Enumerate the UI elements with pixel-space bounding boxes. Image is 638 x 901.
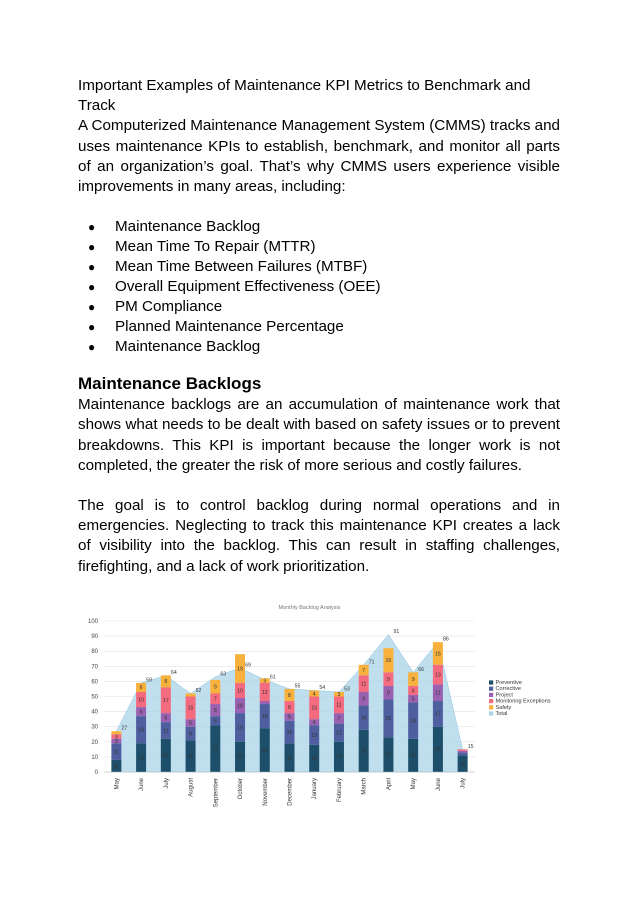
data-label: 29 [261, 747, 268, 754]
total-label: 61 [269, 674, 276, 681]
data-label: 22 [410, 753, 417, 760]
legend-swatch [489, 699, 493, 703]
section-paragraph-1: Maintenance backlogs are an accumulation of maintenance work that shows what needs to be dealt with based on safety issues or to prevent breakdowns. This KPI is important because the longer work is not completed, the greater the risk of more serious and costly failures. [78, 396, 560, 474]
data-label: 22 [162, 753, 169, 760]
total-label: 86 [443, 636, 449, 643]
y-tick-label: 10 [91, 754, 98, 761]
data-label: 13 [435, 672, 441, 679]
legend-entry: Preventive [495, 680, 522, 686]
data-label: 4 [312, 719, 316, 726]
data-label: 9 [411, 676, 415, 683]
data-label: 18 [138, 727, 144, 734]
list-item: ● Maintenance Backlog [82, 337, 560, 357]
data-label: 16 [385, 658, 392, 665]
y-tick-label: 0 [94, 770, 98, 776]
data-label: 11 [113, 749, 120, 756]
data-label: 23 [385, 752, 392, 759]
total-label: 55 [294, 683, 301, 690]
data-label: 11 [361, 681, 367, 688]
legend-swatch [489, 687, 493, 691]
data-label: 11 [336, 702, 342, 709]
list-item: ● Maintenance Backlog [82, 217, 560, 237]
chart-title: Monthly Backlog Analysis [278, 605, 341, 611]
data-label: 13 [311, 732, 318, 739]
legend-swatch [489, 693, 493, 697]
x-tick-label: January [312, 778, 319, 800]
total-label: 66 [418, 666, 425, 673]
section-paragraph-2: The goal is to control backlog during normal operations and in emergencies. Neglecting to track this maintenance KPI creates a lack of visibility into the backlog. This can result in staffing challenges, firefighting, and a lack of work prioritization. [78, 497, 560, 575]
data-label: 9 [386, 676, 390, 683]
total-label: 69 [245, 662, 251, 669]
data-label: 17 [162, 698, 169, 705]
data-label: 25 [385, 716, 392, 723]
legend-swatch [489, 711, 493, 715]
data-label: 6 [139, 709, 143, 716]
total-label: 53 [344, 686, 350, 693]
backlog-chart [78, 600, 568, 825]
legend-entry: Project [495, 692, 513, 699]
bullet-icon: ● [88, 280, 96, 295]
data-label: 6 [411, 688, 415, 695]
data-label: 20 [336, 754, 342, 761]
data-label: 8 [114, 763, 118, 770]
data-label: 19 [237, 725, 243, 732]
data-label: 8 [164, 679, 168, 686]
x-tick-label: March [361, 778, 368, 795]
data-label: 8 [288, 704, 291, 711]
legend-swatch [489, 705, 493, 709]
text-body [78, 76, 560, 577]
data-label: 3 [114, 738, 118, 745]
y-tick-label: 20 [91, 739, 98, 746]
bullet-icon: ● [88, 260, 96, 275]
data-label: 19 [138, 755, 144, 762]
data-label: 10 [237, 703, 243, 710]
data-label: 6 [164, 715, 168, 722]
data-label: 11 [163, 728, 169, 735]
y-tick-label: 60 [91, 679, 98, 686]
data-label: 5 [411, 696, 415, 703]
data-label: 6 [139, 685, 143, 692]
total-label: 91 [393, 629, 400, 636]
data-label: 12 [336, 730, 342, 737]
data-label: 10 [138, 697, 144, 704]
x-tick-label: December [287, 778, 294, 806]
x-tick-label: May [114, 778, 121, 790]
data-label: 7 [337, 716, 341, 723]
total-label: 63 [220, 671, 227, 678]
y-tick-label: 70 [91, 664, 98, 671]
y-tick-label: 30 [91, 724, 98, 731]
legend-entry: Safety [495, 704, 512, 711]
total-label: 54 [319, 684, 326, 691]
x-tick-label: July [460, 778, 467, 789]
x-tick-label: August [188, 778, 195, 797]
bullet-icon: ● [88, 340, 96, 355]
legend-swatch [489, 680, 493, 684]
data-label: 9 [189, 731, 193, 738]
y-tick-label: 50 [91, 694, 98, 701]
intro-heading: Important Examples of Maintenance KPI Metrics to Benchmark and Track [78, 77, 531, 115]
data-label: 9 [213, 684, 217, 691]
y-tick-label: 80 [91, 649, 98, 656]
data-label: 17 [435, 711, 441, 718]
total-label: 64 [170, 669, 177, 676]
bullet-icon: ● [88, 300, 96, 315]
list-item: ● Mean Time Between Failures (MTBF) [82, 257, 560, 277]
data-label: 24 [410, 718, 417, 725]
x-tick-label: February [336, 778, 343, 803]
legend-entry: Total [495, 711, 508, 717]
data-label: 15 [187, 705, 194, 712]
x-tick-label: May [411, 778, 418, 790]
data-label: 15 [286, 729, 293, 736]
data-label: 28 [360, 748, 367, 755]
y-tick-label: 90 [91, 634, 98, 641]
data-label: 18 [311, 756, 318, 763]
data-label: 19 [237, 666, 243, 673]
x-tick-label: October [238, 778, 245, 800]
total-label: 71 [368, 659, 375, 666]
bar-segment [458, 752, 468, 755]
data-label: 11 [435, 690, 441, 697]
list-item: ● Mean Time To Repair (MTTR) [82, 237, 560, 257]
data-label: 7 [362, 667, 366, 674]
data-label: 20 [237, 754, 243, 761]
data-label: 9 [362, 696, 366, 703]
x-tick-label: July [163, 778, 170, 789]
data-label: 16 [360, 715, 367, 722]
data-label: 10 [237, 688, 243, 695]
x-tick-label: April [386, 778, 393, 791]
data-label: 15 [435, 651, 441, 658]
x-tick-label: June [435, 778, 442, 792]
data-label: 8 [288, 692, 291, 699]
list-item: ● PM Compliance [82, 297, 560, 317]
data-label: 11 [459, 761, 466, 768]
data-label: 3 [114, 734, 118, 741]
data-label: 9 [386, 690, 390, 697]
data-label: 3 [263, 678, 267, 685]
bar-segment [111, 731, 121, 734]
bar-segment [260, 701, 270, 704]
bar-segment [458, 751, 468, 753]
bullet-icon: ● [88, 320, 96, 335]
data-label: 16 [261, 713, 268, 720]
y-tick-label: 100 [87, 619, 98, 625]
section-title: Maintenance Backlogs [78, 374, 262, 394]
bar-segment [458, 749, 468, 751]
x-tick-label: June [139, 778, 146, 792]
data-label: 19 [286, 755, 293, 762]
total-label: 27 [121, 725, 128, 732]
data-label: 8 [213, 707, 217, 714]
data-label: 5 [288, 714, 291, 721]
data-label: 6 [213, 718, 217, 725]
total-label: 15 [467, 743, 474, 750]
data-label: 3 [337, 692, 341, 699]
data-label: 31 [212, 746, 219, 753]
data-label: 4 [312, 691, 316, 698]
bullet-icon: ● [88, 220, 96, 235]
intro-paragraph: A Computerized Maintenance Management System (CMMS) tracks and uses maintenance KPIs to establish, benchmark, and monitor all parts of an organization’s goal. That’s why CMMS users experience visible improvements in many areas, including: [78, 117, 560, 196]
x-tick-label: November [262, 778, 269, 806]
data-label: 12 [261, 689, 268, 696]
kpi-bullet-list [78, 217, 560, 357]
total-label: 52 [195, 687, 202, 694]
list-item: ● Overall Equipment Effectiveness (OEE) [82, 277, 560, 297]
data-label: 21 [187, 753, 194, 760]
data-label: 5 [189, 720, 193, 727]
y-tick-label: 40 [91, 709, 98, 716]
legend-entry: Corrective [495, 686, 521, 693]
data-label: 15 [311, 705, 318, 712]
bullet-icon: ● [88, 240, 96, 255]
backlog-chart-svg [78, 600, 568, 825]
list-item: ● Planned Maintenance Percentage [82, 317, 560, 337]
bar-segment [186, 693, 196, 696]
data-label: 30 [435, 747, 441, 754]
legend-entry: Monitoring Exceptions [495, 698, 551, 705]
total-label: 59 [146, 677, 152, 684]
x-tick-label: September [213, 778, 220, 808]
data-label: 7 [213, 696, 217, 703]
